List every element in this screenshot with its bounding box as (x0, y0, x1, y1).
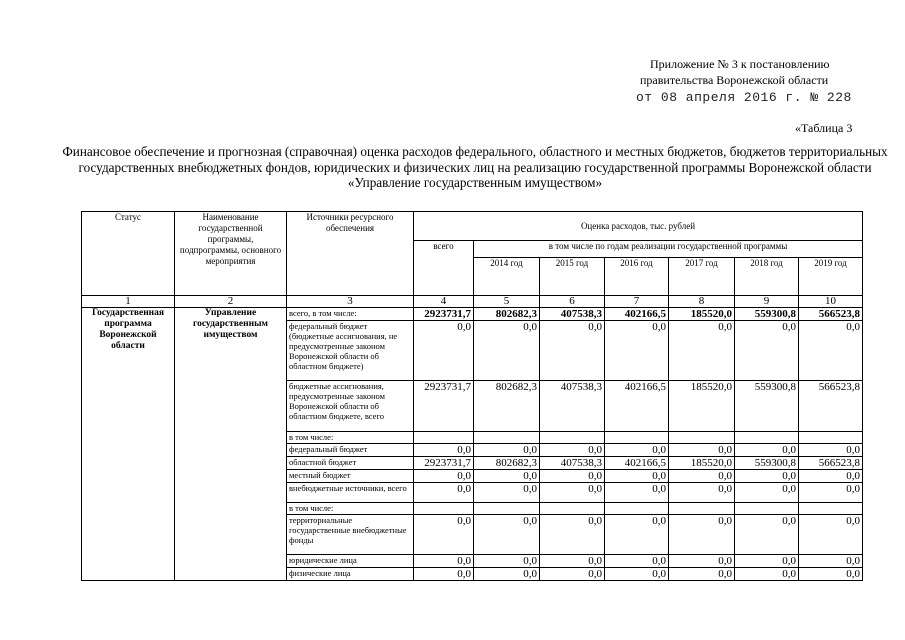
amount-cell: 402166,5 (605, 381, 669, 432)
amount-cell: 0,0 (669, 470, 735, 483)
funding-source: в том числе: (287, 503, 414, 515)
program-status: Государственная программа Воронежской области (82, 308, 175, 581)
amount-cell: 0,0 (799, 515, 863, 555)
funding-source: физические лица (287, 568, 414, 581)
amount-cell: 2923731,7 (414, 308, 474, 321)
column-index: 1 (82, 296, 175, 308)
column-index: 7 (605, 296, 669, 308)
amount-cell: 0,0 (669, 321, 735, 381)
amount-cell (669, 432, 735, 444)
amount-cell (735, 432, 799, 444)
amount-cell: 0,0 (735, 470, 799, 483)
col-header-total: всего (414, 241, 474, 296)
amount-cell: 566523,8 (799, 381, 863, 432)
funding-source: федеральный бюджет (287, 444, 414, 457)
amount-cell: 2923731,7 (414, 381, 474, 432)
amount-cell: 0,0 (414, 444, 474, 457)
column-index-row (82, 296, 863, 308)
appendix-line-2: правительства Воронежской области (640, 73, 829, 87)
amount-cell (605, 432, 669, 444)
funding-source: федеральный бюджет (бюджетные ассигнования, не предусмотренные законом Воронежской области об областном бюджете) (287, 321, 414, 381)
amount-cell: 0,0 (605, 483, 669, 503)
amount-cell: 0,0 (414, 568, 474, 581)
funding-source: областной бюджет (287, 457, 414, 470)
amount-cell: 185520,0 (669, 308, 735, 321)
col-header-year: 2019 год (799, 258, 863, 296)
funding-source: бюджетные ассигнования, предусмотренные законом Воронежской области об областном бюджете, всего (287, 381, 414, 432)
col-header-year: 2018 год (735, 258, 799, 296)
column-index: 8 (669, 296, 735, 308)
amount-cell: 0,0 (735, 444, 799, 457)
amount-cell (799, 432, 863, 444)
col-header-by-years: в том числе по годам реализации государственной программы (474, 241, 863, 258)
column-index: 5 (474, 296, 540, 308)
amount-cell: 407538,3 (540, 308, 605, 321)
amount-cell: 0,0 (669, 555, 735, 568)
amount-cell: 185520,0 (669, 381, 735, 432)
col-header-year: 2016 год (605, 258, 669, 296)
amount-cell: 0,0 (799, 568, 863, 581)
amount-cell: 0,0 (735, 483, 799, 503)
col-header-sources: Источники ресурсного обеспечения (287, 212, 414, 296)
amount-cell (414, 432, 474, 444)
amount-cell: 0,0 (605, 568, 669, 581)
col-header-name: Наименование государственной программы, подпрограммы, основного мероприятия (175, 212, 287, 296)
amount-cell: 802682,3 (474, 457, 540, 470)
amount-cell: 0,0 (735, 555, 799, 568)
amount-cell: 0,0 (414, 470, 474, 483)
program-name: Управление государственным имуществом (175, 308, 287, 581)
column-index: 6 (540, 296, 605, 308)
amount-cell: 402166,5 (605, 308, 669, 321)
amount-cell: 0,0 (605, 555, 669, 568)
amount-cell: 0,0 (540, 568, 605, 581)
amount-cell: 0,0 (540, 444, 605, 457)
amount-cell: 0,0 (669, 483, 735, 503)
amount-cell: 566523,8 (799, 308, 863, 321)
amount-cell: 559300,8 (735, 381, 799, 432)
amount-cell: 0,0 (799, 321, 863, 381)
funding-source: местный бюджет (287, 470, 414, 483)
amount-cell (799, 503, 863, 515)
column-index: 2 (175, 296, 287, 308)
amount-cell (540, 503, 605, 515)
amount-cell: 0,0 (540, 470, 605, 483)
col-header-year: 2017 год (669, 258, 735, 296)
amount-cell: 0,0 (540, 515, 605, 555)
amount-cell: 0,0 (735, 568, 799, 581)
amount-cell: 0,0 (735, 515, 799, 555)
amount-cell: 0,0 (414, 515, 474, 555)
amount-cell: 402166,5 (605, 457, 669, 470)
amount-cell: 0,0 (605, 321, 669, 381)
amount-cell: 0,0 (799, 444, 863, 457)
amount-cell: 0,0 (605, 444, 669, 457)
amount-cell: 0,0 (474, 444, 540, 457)
amount-cell: 0,0 (735, 321, 799, 381)
column-index: 4 (414, 296, 474, 308)
amount-cell: 0,0 (605, 470, 669, 483)
amount-cell: 0,0 (414, 555, 474, 568)
amount-cell: 0,0 (474, 515, 540, 555)
financing-table (81, 211, 863, 581)
funding-source: всего, в том числе: (287, 308, 414, 321)
amount-cell: 802682,3 (474, 308, 540, 321)
amount-cell: 0,0 (605, 515, 669, 555)
amount-cell: 802682,3 (474, 381, 540, 432)
amount-cell: 0,0 (414, 483, 474, 503)
amount-cell: 0,0 (474, 568, 540, 581)
amount-cell: 0,0 (540, 483, 605, 503)
amount-cell (474, 503, 540, 515)
amount-cell: 0,0 (799, 483, 863, 503)
amount-cell: 559300,8 (735, 308, 799, 321)
amount-cell: 0,0 (669, 515, 735, 555)
amount-cell: 0,0 (669, 568, 735, 581)
decree-date-line: от 08 апреля 2016 г. № 228 (636, 90, 852, 105)
amount-cell (605, 503, 669, 515)
amount-cell: 0,0 (669, 444, 735, 457)
appendix-line-1: Приложение № 3 к постановлению (650, 57, 830, 71)
amount-cell: 407538,3 (540, 457, 605, 470)
col-header-estimate: Оценка расходов, тыс. рублей (414, 212, 863, 241)
amount-cell: 0,0 (414, 321, 474, 381)
col-header-status: Статус (82, 212, 175, 296)
amount-cell: 0,0 (474, 470, 540, 483)
table-label: «Таблица 3 (795, 121, 853, 135)
amount-cell: 2923731,7 (414, 457, 474, 470)
column-index: 10 (799, 296, 863, 308)
amount-cell: 185520,0 (669, 457, 735, 470)
col-header-year: 2015 год (540, 258, 605, 296)
document-title: Финансовое обеспечение и прогнозная (справочная) оценка расходов федерального, областного и местных бюджетов, бюджетов территориальных государственных внебюджетных фондов, юридических и физических лиц на реализацию государственной программы Воронежской области «Управление государственным имуществом» (62, 144, 888, 190)
amount-cell: 0,0 (474, 483, 540, 503)
amount-cell: 0,0 (474, 321, 540, 381)
column-index: 9 (735, 296, 799, 308)
funding-source: внебюджетные источники, всего (287, 483, 414, 503)
table-row (82, 308, 863, 321)
amount-cell: 566523,8 (799, 457, 863, 470)
funding-source: в том числе: (287, 432, 414, 444)
amount-cell: 0,0 (799, 470, 863, 483)
amount-cell: 559300,8 (735, 457, 799, 470)
amount-cell (735, 503, 799, 515)
funding-source: территориальные государственные внебюджетные фонды (287, 515, 414, 555)
amount-cell (474, 432, 540, 444)
amount-cell: 0,0 (799, 555, 863, 568)
column-index: 3 (287, 296, 414, 308)
amount-cell (414, 503, 474, 515)
amount-cell: 0,0 (474, 555, 540, 568)
amount-cell (540, 432, 605, 444)
amount-cell: 0,0 (540, 555, 605, 568)
amount-cell: 407538,3 (540, 381, 605, 432)
amount-cell (669, 503, 735, 515)
amount-cell: 0,0 (540, 321, 605, 381)
col-header-year: 2014 год (474, 258, 540, 296)
funding-source: юридические лица (287, 555, 414, 568)
